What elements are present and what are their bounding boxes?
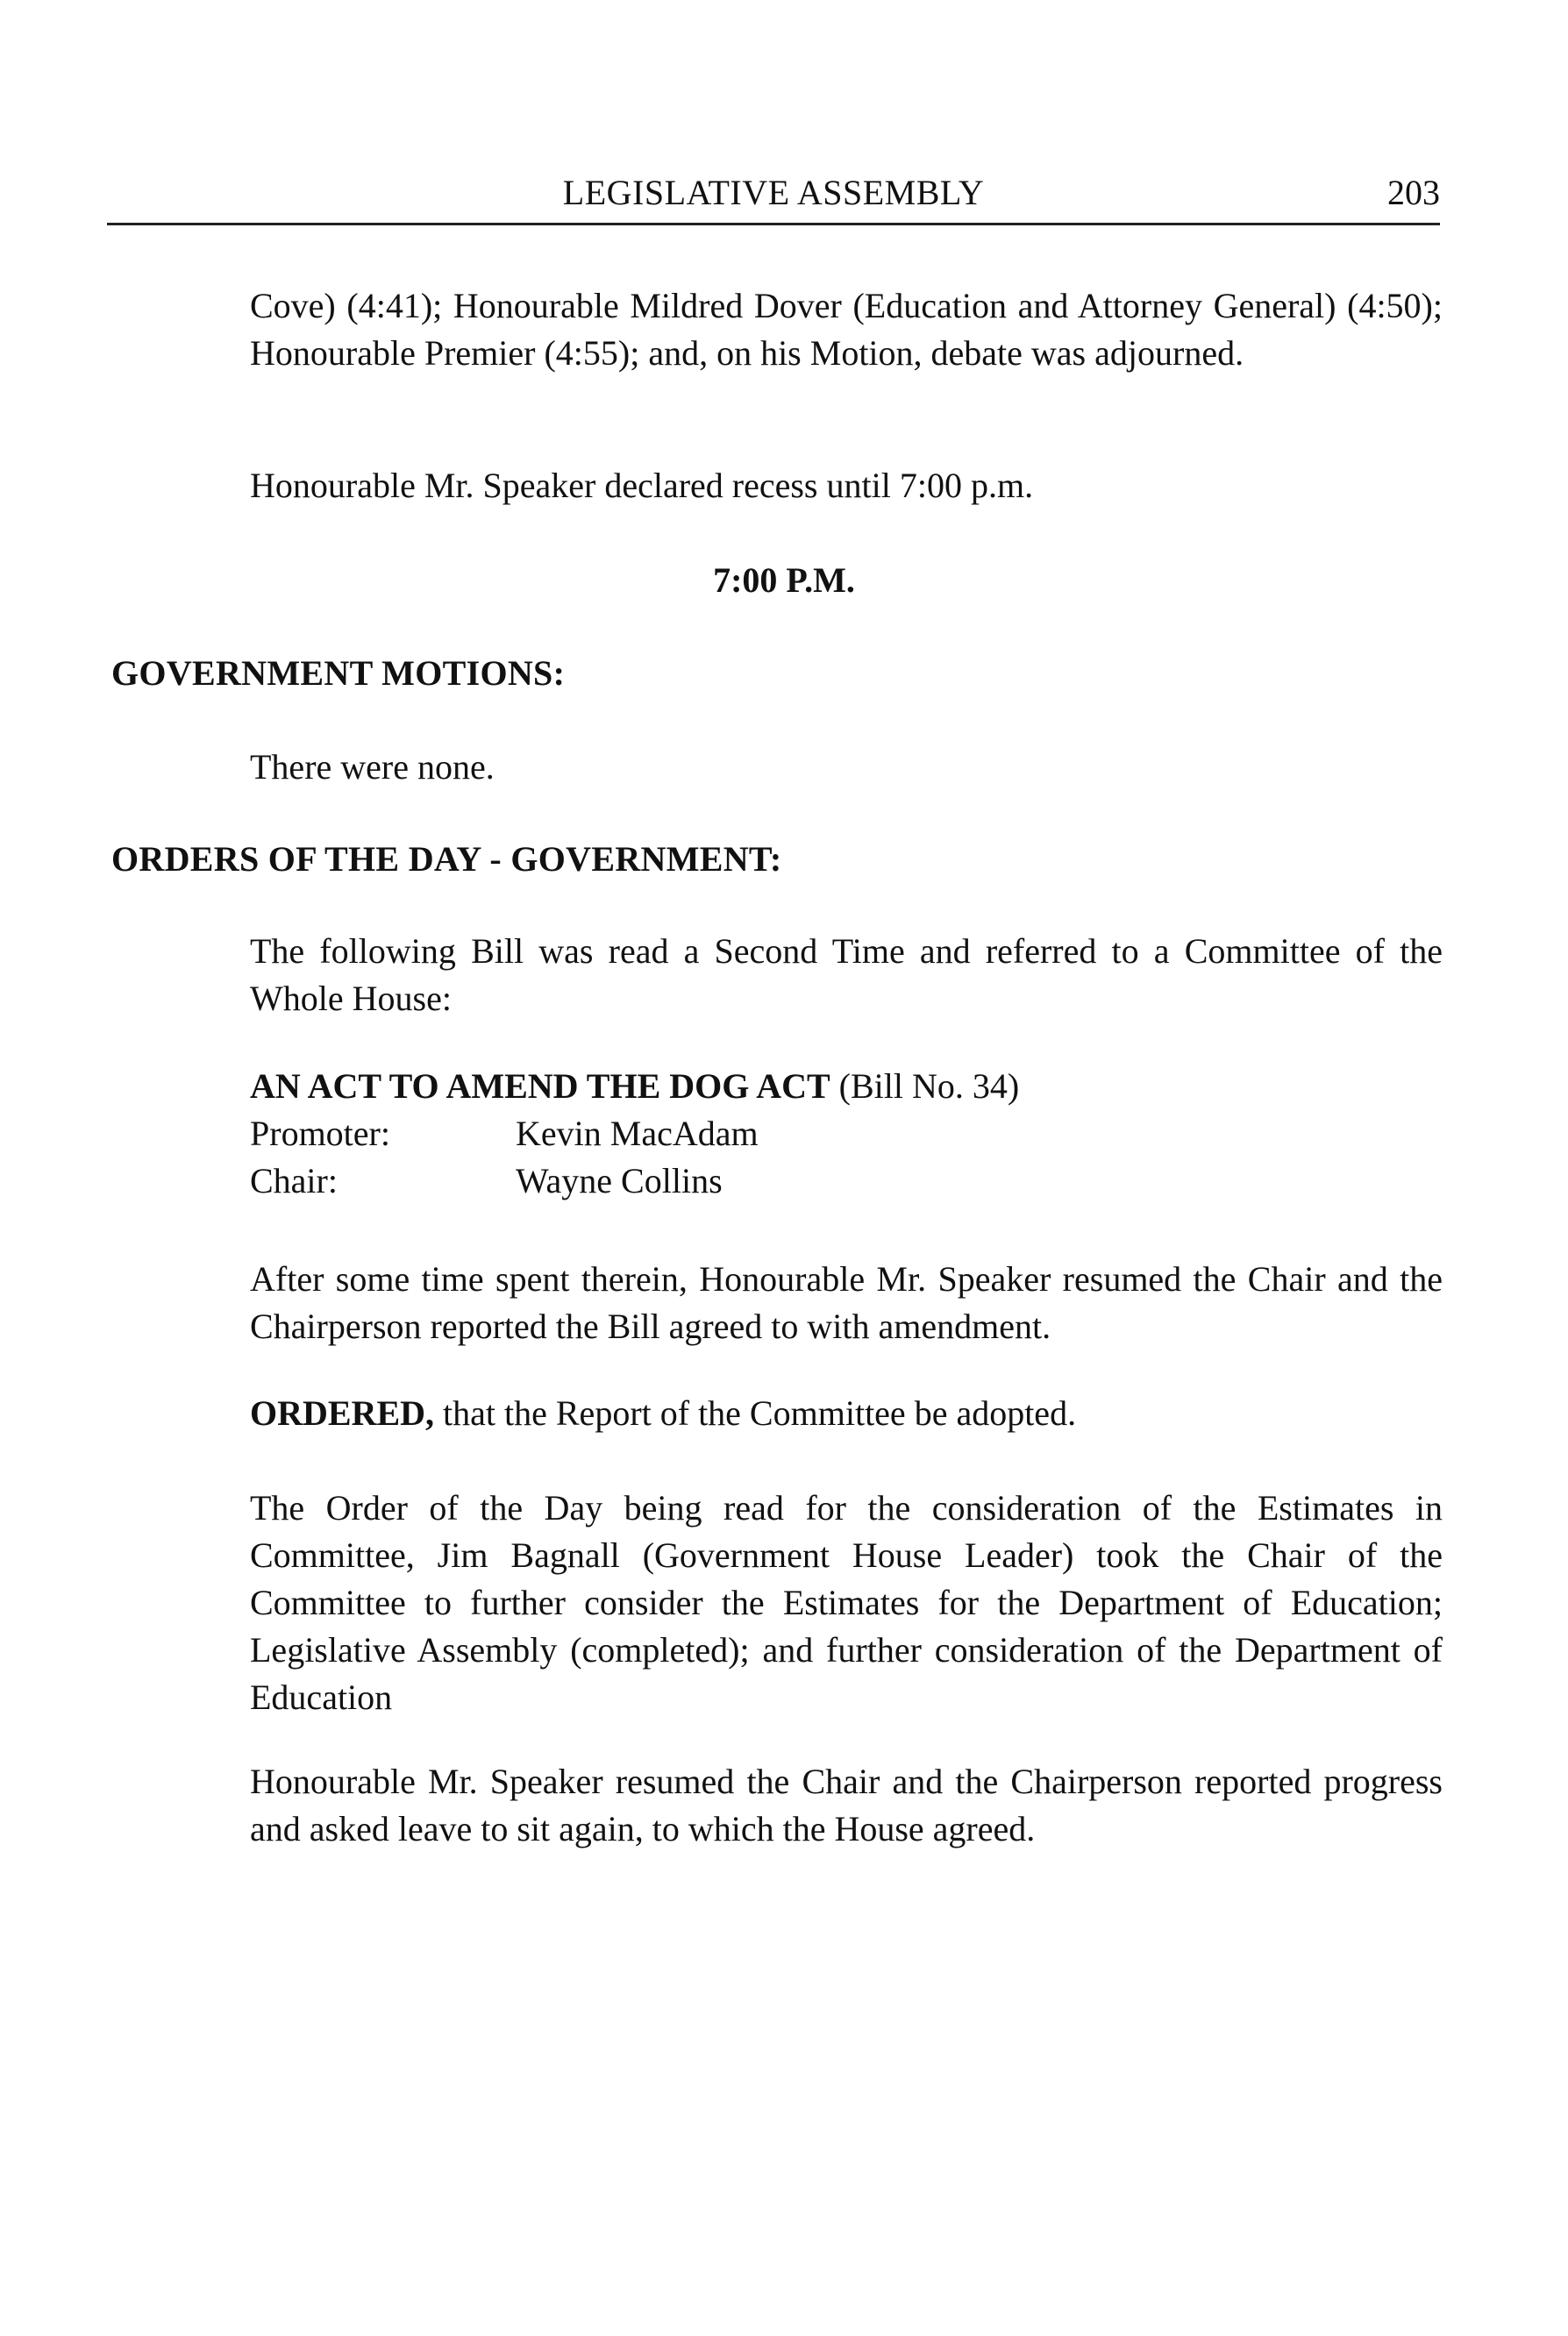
bill-chair-row <box>250 1157 1443 1205</box>
paragraph-recess: Honourable Mr. Speaker declared recess until 7:00 p.m. <box>250 466 1034 505</box>
paragraph-committee-report: After some time spent therein, Honourable Mr. Speaker resumed the Chair and the Chairperson reported the Bill agreed to with amendment. <box>250 1259 1443 1346</box>
bill-promoter-row <box>250 1110 1443 1157</box>
bill-block <box>250 1063 1443 1205</box>
paragraph-ordered <box>250 1390 1443 1437</box>
time-heading: 7:00 P.M. <box>713 560 855 600</box>
section-heading-orders-of-the-day: ORDERS OF THE DAY - GOVERNMENT: <box>111 839 782 879</box>
header-title: LEGISLATIVE ASSEMBLY <box>562 173 985 212</box>
chair-label: Chair: <box>250 1161 338 1200</box>
paragraph-estimates: The Order of the Day being read for the consideration of the Estimates in Committee, Jim Bagnall (Government House Leader) took the Chair of the Committee to further consider the Estimates for the Department of Education; Legislative Assembly (completed); and further consideration of the Department of Education <box>250 1488 1443 1717</box>
paragraph-second-reading: The following Bill was read a Second Time and referred to a Committee of the Whole House: <box>250 931 1443 1018</box>
section-heading-government-motions: GOVERNMENT MOTIONS: <box>111 653 566 693</box>
paragraph-progress: Honourable Mr. Speaker resumed the Chair and the Chairperson reported progress and asked leave to sit again, to which the House agreed. <box>250 1762 1443 1848</box>
chair-value: Wayne Collins <box>516 1161 723 1200</box>
ordered-text: that the Report of the Committee be adopted. <box>434 1393 1077 1433</box>
bill-title-line <box>250 1063 1443 1110</box>
page-number: 203 <box>1387 173 1440 212</box>
ordered-label: ORDERED, <box>250 1393 435 1433</box>
bill-title: AN ACT TO AMEND THE DOG ACT <box>250 1066 830 1106</box>
paragraph-none: There were none. <box>250 747 495 787</box>
promoter-value: Kevin MacAdam <box>516 1114 759 1153</box>
running-header <box>107 168 1440 225</box>
promoter-label: Promoter: <box>250 1114 390 1153</box>
bill-number: (Bill No. 34) <box>830 1066 1020 1106</box>
paragraph-debate-continued: Cove) (4:41); Honourable Mildred Dover (Education and Attorney General) (4:50); Honourable Premier (4:55); and, on his Motion, debate was adjourned. <box>250 286 1443 373</box>
